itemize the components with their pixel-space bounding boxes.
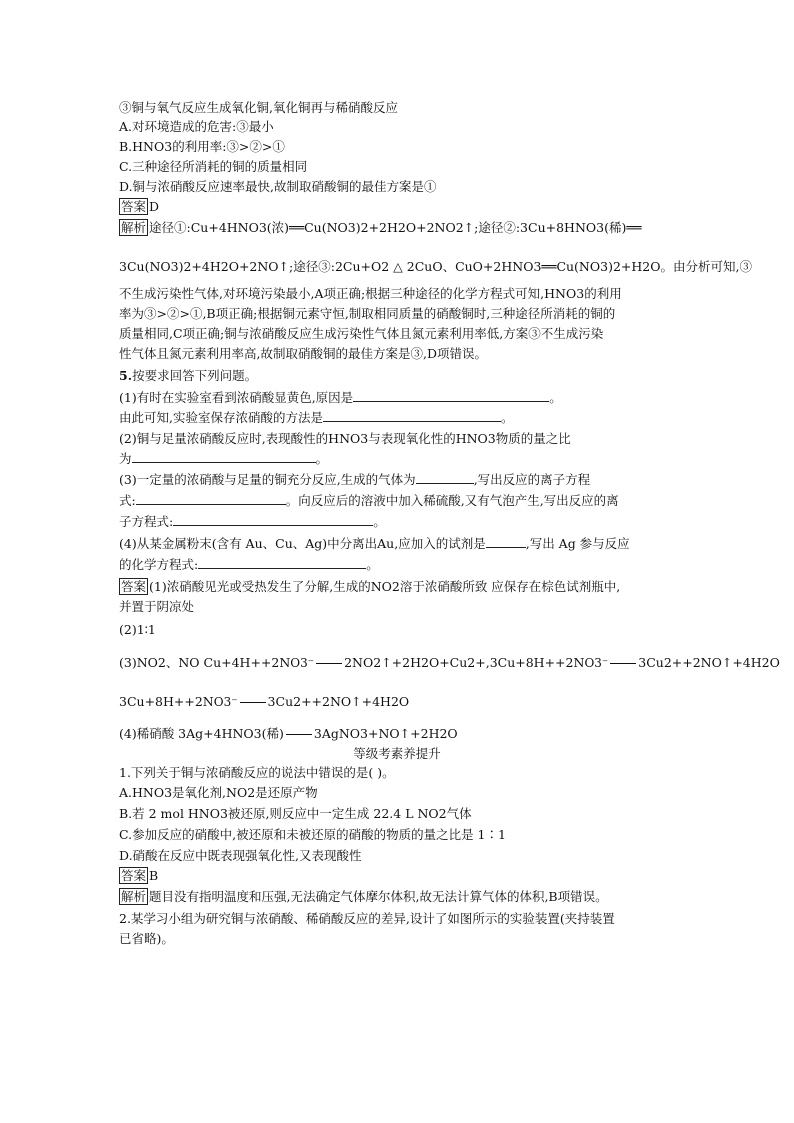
q5-part2-b [119, 450, 328, 468]
p2-line-2: 已省略)。 [119, 931, 174, 946]
equation-part: 2NO2↑+2H2O+Cu2+,3Cu+8H++2N [344, 655, 585, 670]
q5-part3-b [119, 492, 619, 510]
q5-part4-text: (4)从某金属粉末(含有 Au、Cu、Ag)中分离出Au,应加入的试剂是 [119, 536, 486, 551]
answer-value: D [149, 199, 160, 214]
equals-arrow-icon [316, 663, 342, 664]
q4-analysis-line-2: 3Cu(NO3)2+4H2O+2NO↑;途径③:2Cu+O2 △ 2CuO、CuO+2HNO3══Cu(NO3)2+H2O。由分析可知,③ [119, 259, 752, 274]
q4-analysis-line-6: 性气体且氮元素利用率高,故制取硝酸铜的最佳方案是③,D项错误。 [119, 346, 487, 361]
equals-arrow-icon [240, 702, 266, 703]
q5-answer-1a [119, 578, 620, 596]
q5-part3c-text: 子方程式: [119, 514, 174, 529]
equation-part: 3AgNO3+NO↑+2H2O [313, 726, 458, 741]
answer-text: (1)浓硝酸见光或受热发生了分解,生成的NO2溶于浓硝酸所致 应保存在棕色试剂瓶中, [149, 579, 621, 594]
q5-answer-3b [119, 693, 409, 711]
nitrate-ion: O3⁻ [584, 656, 609, 670]
period: 。 [500, 410, 514, 425]
period: 。 [373, 514, 386, 529]
period: 。 [315, 451, 329, 466]
q4-answer-line [119, 198, 159, 216]
answer-blank[interactable] [486, 535, 526, 548]
q5-answer-3a [119, 654, 780, 672]
period: 。 [549, 390, 562, 405]
equation-part: (4)稀硝酸 3Ag+4HNO3(稀) [119, 726, 284, 741]
p1-option-b: B.若 2 mol HNO3被还原,则反应中一定生成 22.4 L NO2气体 [119, 806, 472, 821]
q4-option-c: C.三种途径所消耗的铜的质量相同 [119, 159, 308, 174]
q4-analysis-line-5: 质量相同,C项正确;铜与浓硝酸反应生成污染性气体且氮元素利用率低,方案③不生成污染 [119, 326, 604, 341]
equals-arrow-icon [610, 663, 636, 664]
q5-part4-text-2: ,写出 Ag 参与反应 [525, 536, 630, 551]
answer-blank[interactable] [323, 409, 501, 422]
q5-part3-c [119, 513, 386, 531]
p2-line-1: 2.某学习小组为研究铜与浓硝酸、稀硝酸反应的差异,设计了如图所示的实验装置(夹持装置 [119, 911, 615, 926]
q4-option-a: A.对环境造成的危害:③最小 [119, 119, 274, 134]
q4-option-d: D.铜与浓硝酸反应速率最快,故制取硝酸铜的最佳方案是① [119, 179, 437, 194]
p1-option-d: D.硝酸在反应中既表现强氧化性,又表现酸性 [119, 848, 362, 863]
p1-option-c: C.参加反应的硝酸中,被还原和未被还原的硝酸的物质的量之比是 1∶1 [119, 827, 506, 842]
p1-stem: 1.下列关于铜与浓硝酸反应的说法中错误的是( )。 [119, 765, 395, 780]
equation-part: 3Cu+8H++2N [119, 694, 214, 709]
q5-stem [119, 367, 257, 385]
q5-part4-a [119, 535, 630, 553]
answer-label: 答案 [121, 579, 147, 594]
q4-analysis-line-4: 率为③>②>①,B项正确;根据铜元素守恒,制取相同质量的硝酸铜时,三种途径所消耗的铜的 [119, 306, 616, 321]
q4-analysis-line-3: 不生成污染性气体,对环境污染最小,A项正确;根据三种途径的化学方程式可知,HNO3的利用 [119, 286, 622, 301]
period: 。 [366, 557, 379, 572]
q5-part2b-text: 为 [119, 451, 132, 466]
equation-part: 3Cu2++2NO↑+4H2O [638, 655, 780, 670]
question-number: 5. [119, 368, 133, 383]
q5-part2-a: (2)铜与足量浓硝酸反应时,表现酸性的HNO3与表现氧化性的HNO3物质的量之比 [119, 431, 571, 446]
q5-part1b-text: 由此可知,实验室保存浓硝酸的方法是 [119, 410, 323, 425]
nitrate-ion: O3⁻ [290, 656, 315, 670]
answer-blank[interactable] [173, 513, 373, 526]
q5-answer-1b: 并置于阴凉处 [119, 599, 195, 614]
q5-part3b-text-2: 。向反应后的溶液中加入稀硫酸,又有气泡产生,写出反应的离 [285, 493, 619, 508]
q5-part1-a [119, 389, 562, 407]
answer-blank[interactable] [353, 389, 549, 402]
analysis-label: 解析 [121, 889, 147, 904]
q5-part1-b [119, 409, 514, 427]
equation-part: 3Cu2++2NO↑+4H2O [267, 694, 410, 709]
nitrate-ion: O3⁻ [213, 695, 238, 709]
p1-answer-line [119, 867, 158, 885]
answer-label: 答案 [121, 868, 147, 883]
q5-part4b-text: 的化学方程式: [119, 557, 199, 572]
answer-blank[interactable] [198, 556, 366, 569]
answer-blank[interactable] [132, 450, 316, 463]
q5-part3-a [119, 471, 590, 489]
q5-part3-text-2: ,写出反应的离子方程 [473, 472, 591, 487]
answer-blank[interactable] [416, 471, 474, 484]
equals-arrow-icon [286, 734, 312, 735]
equation-part: (3)NO2、NO Cu+4H++2N [119, 655, 291, 670]
answer-label: 答案 [121, 199, 147, 214]
q4-analysis-line-1 [119, 219, 641, 237]
question-stem: 按要求回答下列问题。 [132, 368, 258, 383]
q5-part3-text: (3)一定量的浓硝酸与足量的铜充分反应,生成的气体为 [119, 472, 416, 487]
analysis-label: 解析 [121, 220, 147, 235]
q5-answer-2: (2)1∶1 [119, 622, 156, 637]
q5-part4-b [119, 556, 379, 574]
p1-analysis-line [119, 888, 608, 906]
q5-part1-text: (1)有时在实验室看到浓硝酸显黄色,原因是 [119, 390, 354, 405]
analysis-text: 途径①:Cu+4HNO3(浓)══Cu(NO3)2+2H2O+2NO2↑;途径②:3Cu+8HNO3(稀)══ [149, 220, 642, 235]
answer-value: B [149, 868, 159, 883]
answer-blank[interactable] [136, 492, 286, 505]
p1-option-a: A.HNO3是氧化剂,NO2是还原产物 [119, 785, 318, 800]
q4-option-b: B.HNO3的利用率:③>②>① [119, 139, 285, 154]
analysis-text: 题目没有指明温度和压强,无法确定气体摩尔体积,故无法计算气体的体积,B项错误。 [149, 889, 608, 904]
section-title: 等级考素养提升 [353, 746, 441, 761]
q5-answer-4 [119, 725, 458, 743]
q4-route3: ③铜与氧气反应生成氧化铜,氧化铜再与稀硝酸反应 [119, 100, 398, 115]
q5-part3b-text: 式: [119, 493, 136, 508]
